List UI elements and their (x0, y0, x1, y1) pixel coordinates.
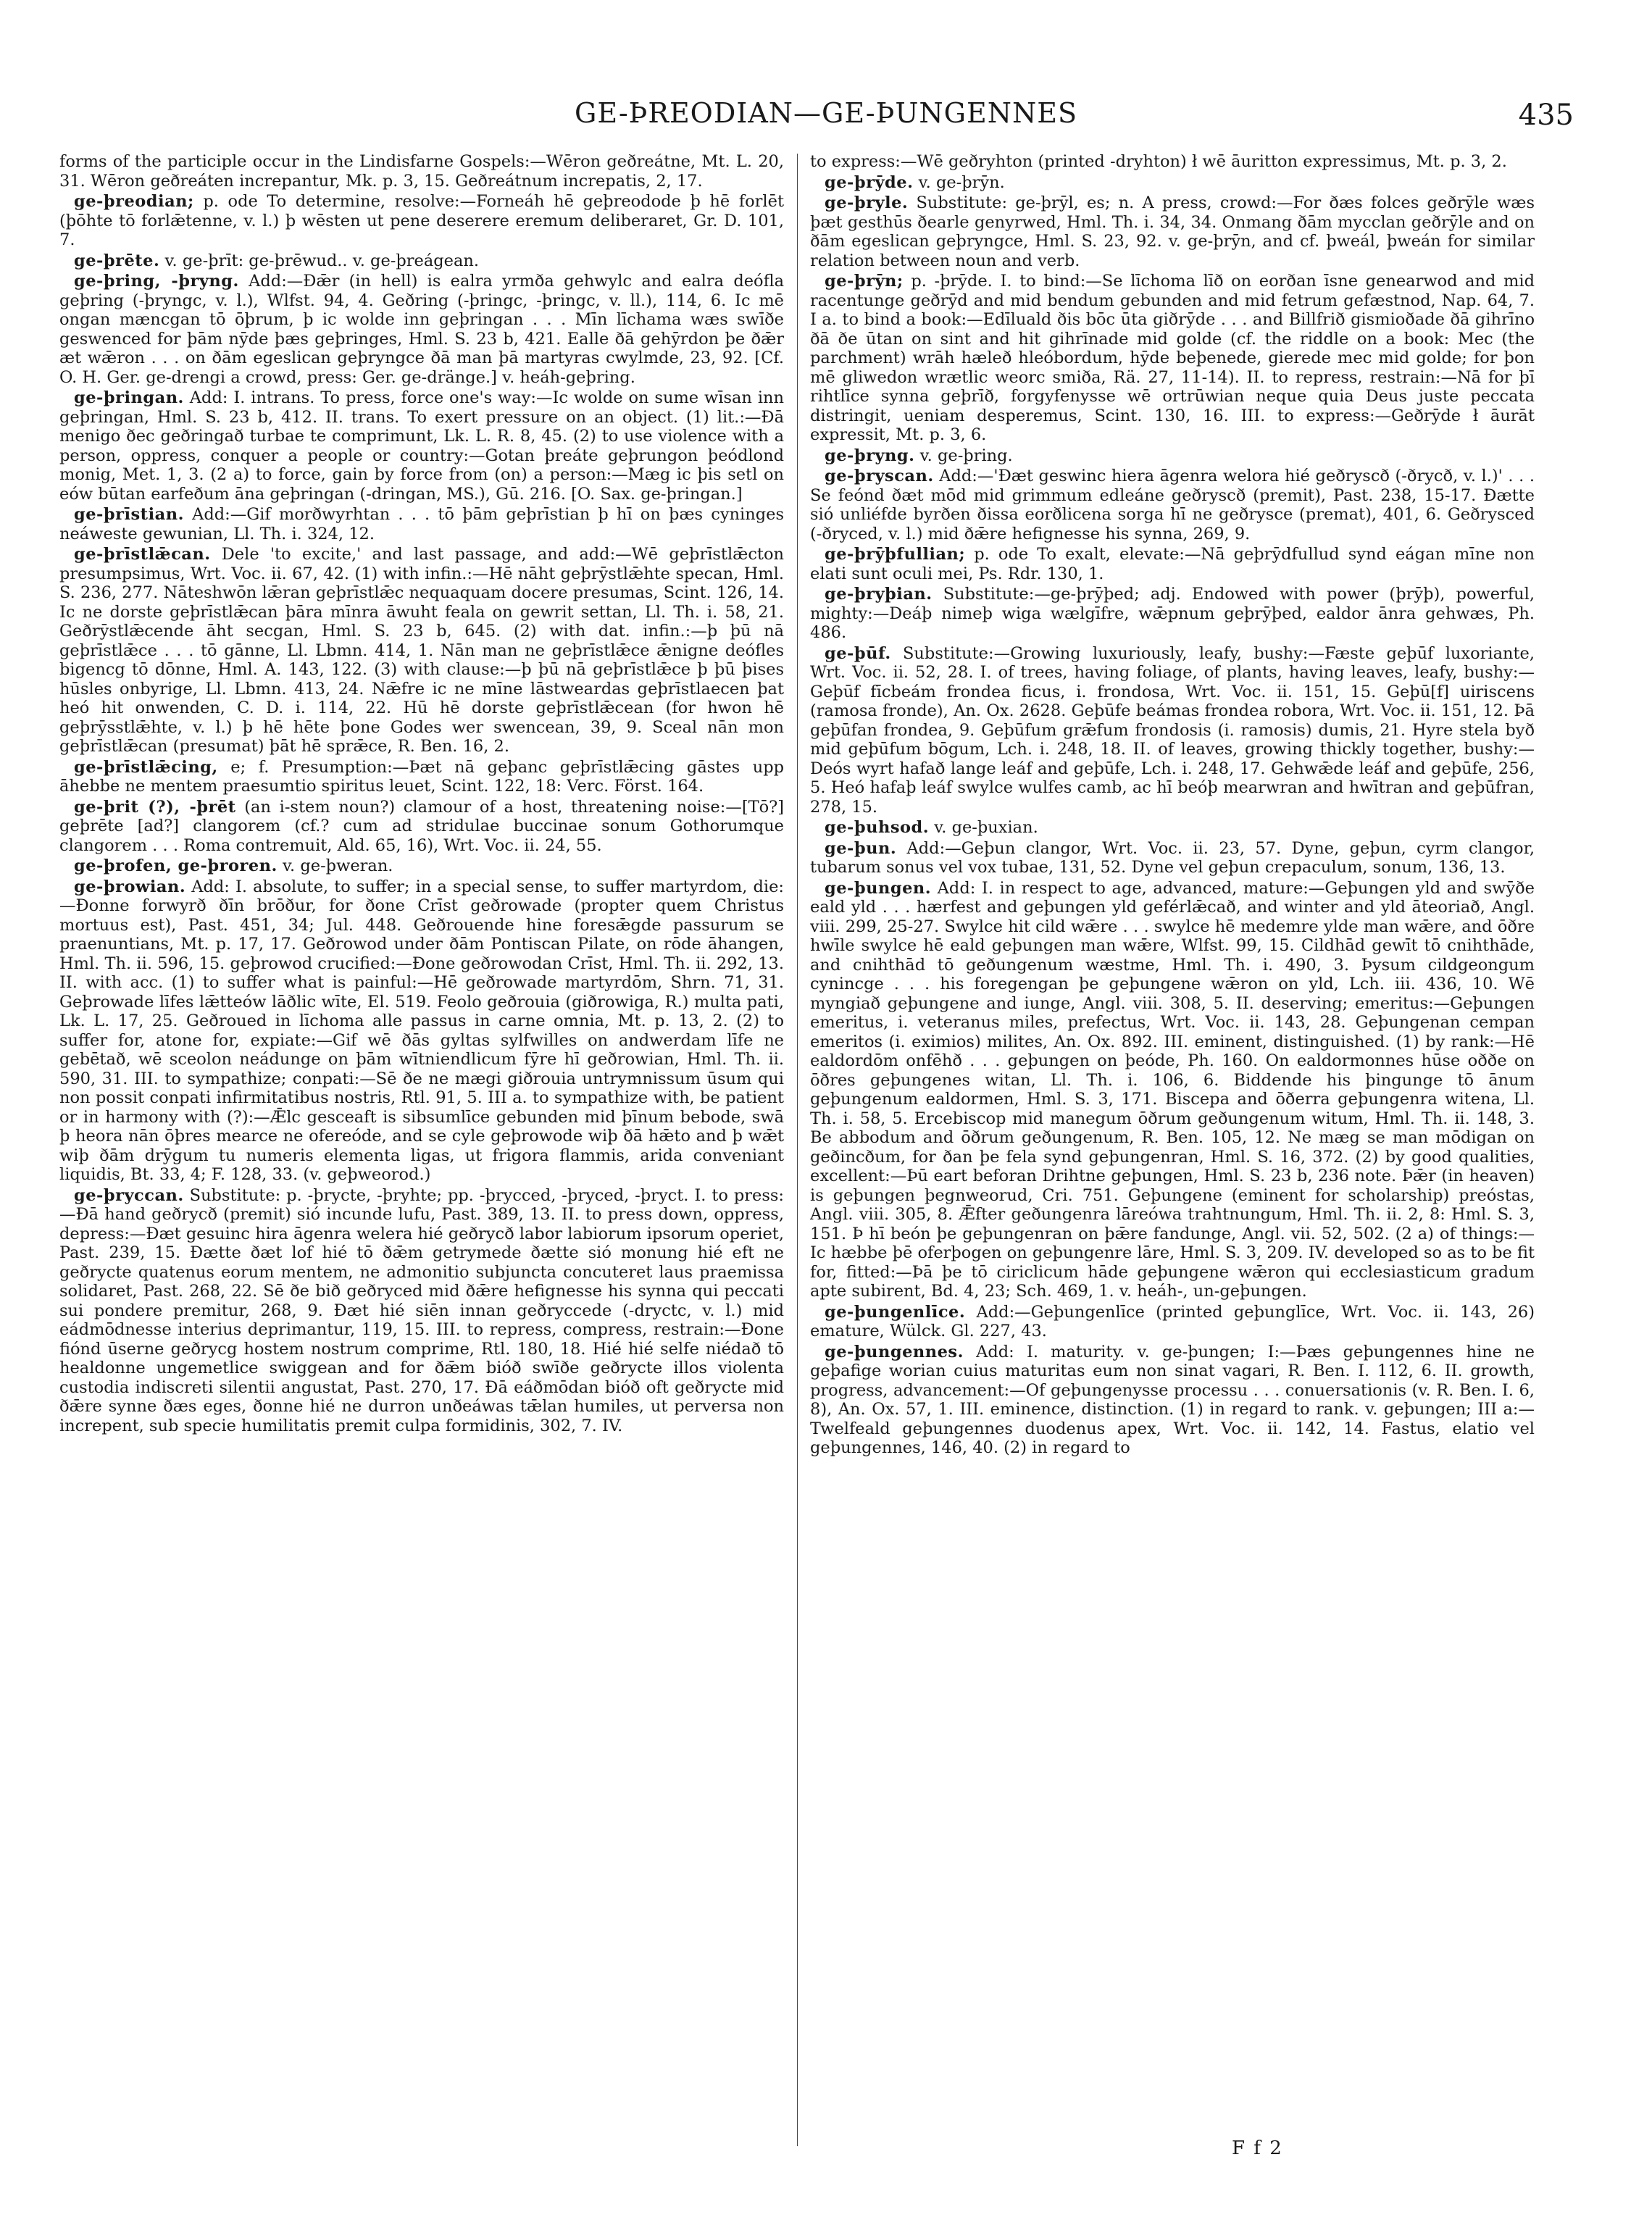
left-column (59, 152, 784, 2152)
dictionary-entry (59, 251, 784, 271)
entry-text: Add: I. maturity. v. ge-þungen; I:—Þæs geþungennes hine ne geþafige worian cuius maturitas eum non sinat vagari, R. Ben. I. 112, 6. II. growth, progress, advancement:—Of geþungenysse processu . . . conuersationis (v. R. Ben. I. 6, 8), An. Ox. 57, 1. III. eminence, distinction. (1) in regard to rank. v. geþungen; III a:—Twelfeald geþungennes duodenus apex, Wrt. Voc. ii. 142, 14. Fastus, elatio vel geþungennes, 146, 40. (2) in regard to (810, 1342, 1535, 1457)
dictionary-entry (59, 1186, 784, 1436)
headword: ge-þungenlīce. (825, 1302, 966, 1322)
headword: ge-þrowian. (74, 877, 186, 896)
dictionary-entry (810, 467, 1535, 543)
entry-text: v. ge-þuxian. (934, 818, 1038, 837)
dictionary-entry (810, 1303, 1535, 1341)
dictionary-entry (59, 152, 784, 191)
entry-text: to express:—Wē geðryhton (printed -dryhton) ł wē āuritton expressimus, Mt. p. 3, 2. (810, 152, 1507, 171)
dictionary-entry (59, 798, 784, 856)
headword: ge-þrēte. (74, 251, 160, 270)
dictionary-entry (810, 818, 1535, 838)
entry-text: Substitute: p. -þrycte, -þryhte; pp. -þrycced, -þryced, -þryct. I. to press:—Ðā hand geðrycð (premit) sió incunde lufu, Past. 389, 13. II. to press down, oppress, depress:—Ðæt gesuinc hira āgenra welera hié geðrycð labor labiorum ipsorum operiet, Past. 239, 15. Ðætte ðæt lof hié tō ðǣm getrymede ðætte sió monung hié eft ne geðrycte quatenus eorum mentem, ne admonitio subjuncta concuteret laus praemissa solidaret, Past. 268, 22. Sē ðe bið geðryced mid ðǣre hefignesse his synna qui peccati sui pondere premitur, 268, 9. Ðæt hié siēn innan geðryccede (-dryctc, v. l.) mid eádmōdnesse interius deprimantur, 119, 15. III. to repress, compress, restrain:—Ðone fiónd ūserne geðrycg hostem nostrum comprime, Rtl. 180, 18. Hié hié selfe niédað tō healdonne ungemetlice swiggean and for ðǣm bióð swīðe geðrycte illos violenta custodia indiscreti silentii angustat, Past. 270, 17. Ðā eáðmōdan bióð oft geðrycte mid ðǣre synne ðæs eges, ðonne hié ne durron unðeáwas tǣlan humiles, ut perversa non increpent, sub specie humilitatis premit culpa formidinis, 302, 7. IV. (59, 1185, 784, 1435)
entry-text: p. ode To exalt, elevate:—Nā geþrȳdfullud synd eágan mīne non elati sunt oculi mei, Ps. Rdr. 130, 1. (810, 545, 1535, 583)
running-head: GE-ÞREODIAN—GE-ÞUNGENNES (575, 97, 1077, 129)
entry-text: Dele 'to excite,' and last passage, and add:—Wē geþrīstlǣcton presumpsimus, Wrt. Voc. ii. 67, 42. (1) with infin.:—Hē nāht geþrȳstlǣhte specan, Hml. S. 236, 277. Nāteshwōn lǣran geþrīstlǣc nequaquam docere presumas, Scint. 126, 14. Ic ne dorste geþrīstlǣcan þāra mīnra āwuht feala on gewrit settan, Ll. Th. i. 58, 21. Geðrȳstlǣcende āht secgan, Hml. S. 23 b, 645. (2) with dat. infin.:—þ þū nā geþrīstlǣce . . . tō gānne, Ll. Lbmn. 414, 1. Nān man ne geþrīstlǣce ǣnigne deófles bigencg tō dōnne, Hml. A. 143, 122. (3) with clause:—þ þū nā geþrīstlǣce þ þū þises hūsles onbyrige, Ll. Lbmn. 413, 24. Nǣfre ic ne mīne lāstweardas geþrīstlaecen þat heó hit onwenden, C. D. i. 114, 22. Hū hē dorste geþrīstlǣcean (for hwon hē geþrȳsstlǣhte, v. l.) þ hē hēte þone Godes wer swencean, 39, 9. Sceal nān mon geþrīstlǣcan (presumat) þāt hē sprǣce, R. Ben. 16, 2. (59, 545, 784, 756)
headword: ge-þring, -þryng. (74, 272, 239, 291)
headword: ge-þrīstlǣcing, (74, 757, 218, 777)
dictionary-entry (810, 173, 1535, 193)
headword: ge-þryþian. (825, 585, 933, 604)
entry-text: e; f. Presumption:—Þæt nā geþanc geþrīstlǣcing gāstes upp āhebbe ne mentem praesumtio spiritus leuet, Scint. 122, 18: Verc. Först. 164. (59, 757, 784, 796)
headword: ge-þryng. (825, 446, 915, 465)
entry-text: Substitute:—Growing luxuriously, leafy, bushy:—Fæste geþūf luxoriante, Wrt. Voc. ii. 52, 28. I. of trees, having foliage, of plants, having leaves, leafy, bushy:—Geþūf fīcbeám frondea ficus, i. frondosa, Wrt. Voc. ii. 151, 15. Geþū[f] uiriscens (ramosa fronde), An. Ox. 2628. Geþūfe beámas frondea robora, Wrt. Voc. ii. 151, 12. Þā geþūfan frondea, 9. Geþūfum grǣfum frondosis (i. ramosis) dumis, 21. Hyre stela byð mid geþūfum bōgum, Lch. i. 248, 18. II. of leaves, growing thickly together, bushy:—Deós wyrt hafað lange leáf and geþūfe, Lch. i. 248, 17. Gehwǣde leáf and geþūfe, 256, 5. Heó hafaþ leáf swylce wulfes camb, ac hī beóþ mearwran and hwītran and geþūfran, 278, 15. (810, 643, 1535, 817)
headword: ge-þrȳn; (825, 272, 904, 291)
right-column (810, 152, 1535, 2152)
entry-text: Add: I. in respect to age, advanced, mature:—Geþungen yld and swȳðe eald yld . . . hærfest and geþungen yld geférlǣcað, and winter and yld āteoriað, Angl. viii. 299, 25-27. Swylce hit cild wǣre . . . swylce hē medemre ylde man wǣre, and ōðre hwīle swylce hē eald geþungen man wǣre, Wlfst. 99, 15. Cildhād gewīt tō cnihthāde, and cnihthād tō geðungenum wæstme, Hml. Th. i. 490, 3. Þysum cildgeongum cynincge . . . his foregengan þe geþungene wǣron on yld, Lch. iii. 436, 10. Wē myngiað geþungene and iunge, Angl. viii. 308, 5. II. deserving; emeritus:—Geþungen emeritus, i. veteranus miles, prefectus, Wrt. Voc. ii. 143, 28. Geþungenan cempan emeritos (i. eximios) milites, An. Ox. 892. III. eminent, distinguished. (1) by rank:—Hē ealdordōm onfēhð . . . geþungen on þeóde, Ph. 160. On ealdormonnes hūse oððe on ōðres geþungenes witan, Ll. Th. i. 106, 6. Biddende his þingunge tō ānum geþungenum ealdormen, Hml. S. 3, 171. Biscepa and ōðerra geþungenra witena, Ll. Th. i. 58, 5. Ercebiscop mid manegum ōðrum geðungenum witum, Hml. Th. ii. 148, 3. Be abbodum and ōðrum geðungenum, R. Ben. 105, 12. Ne mæg se man mōdigan on geðincðum, for ðan þe fela synd geþungenran, Hml. S. 16, 372. (2) by good qualities, excellent:—Þū eart beforan Drihtne geþungen, Hml. S. 23 b, 236 note. Þǣr (in heaven) is geþungen þegnweorud, Cri. 751. Geþungene (eminent for scholarship) preóstas, Angl. viii. 305, 8. Ǣfter geðungenra lāreówa trahtnungum, Hml. Th. ii. 2, 8: Hml. S. 3, 151. Þ hī beón þe geþungenran on þǣre fandunge, Angl. vii. 52, 502. (2 a) of things:—Ic hæbbe þē oferþogen on geþungenre lāre, Hml. S. 3, 209. IV. developed so as to be fit for, fitted:—Þā þe tō ciriclicum hāde geþungene wǣron qui ecclesiasticum gradum apte subirent, Bd. 4, 23; Sch. 469, 1. v. heáh-, un-geþungen. (810, 878, 1535, 1301)
signature-mark: F f 2 (1232, 2138, 1283, 2159)
headword: ge-þrit (?), -þrēt (74, 797, 236, 817)
headword: ge-þūf. (825, 643, 891, 663)
entry-text: Add:—Geþungenlīce (printed geþunglīce, Wrt. Voc. ii. 143, 26) emature, Wülck. Gl. 227, 43. (810, 1302, 1535, 1340)
entry-text: Substitute:—ge-þrȳþed; adj. Endowed with power (þrȳþ), powerful, mighty:—Deáþ nimeþ wiga wælgīfre, wǣpnum geþrȳþed, ealdor ānra gehwæs, Ph. 486. (810, 585, 1535, 642)
entry-text: v. ge-þweran. (283, 856, 393, 875)
headword: ge-þuhsod. (825, 818, 930, 837)
dictionary-entry (810, 545, 1535, 583)
dictionary-entry (59, 272, 784, 387)
dictionary-entry (59, 192, 784, 250)
headword: ge-þryle. (825, 193, 909, 212)
headword: ge-þungennes. (825, 1342, 964, 1361)
headword: ge-þryscan. (825, 467, 934, 485)
headword: ge-þrȳde. (825, 172, 914, 192)
entry-text: Add:—Geþun clangor, Wrt. Voc. ii. 23, 57. Dyne, geþun, cyrm clangor, tubarum sonus vel vox tubae, 131, 52. Dyne vel geþun crepaculum, sonum, 136, 13. (810, 838, 1535, 877)
dictionary-entry (810, 644, 1535, 817)
dictionary-entry (810, 585, 1535, 643)
headword: ge-þreodian; (74, 192, 194, 211)
dictionary-entry (59, 388, 784, 504)
dictionary-entry (810, 1343, 1535, 1458)
entry-text: v. ge-þrīt: ge-þrēwud.. v. ge-þreágean. (164, 251, 480, 270)
entry-text: Add:—Ðǣr (in hell) is ealra yrmða gehwylc and ealra deófla geþring (-þryngc, v. l.), Wlfst. 94, 4. Geðring (-þringc, -þringc, v. ll.), 114, 6. Ic mē ongan mæncgan tō ōþrum, þ ic wolde inn geþringan . . . Mīn līchama wæs swīðe geswenced for þām nȳde þæs geþringes, Hml. S. 23 b, 421. Ealle ðā gehȳrdon þe ðǣr æt wǣron . . . on ðām egeslican geþryngce ðā man þā martyras cwylmde, 23, 92. [Cf. O. H. Ger. ge-drengi a crowd, press: Ger. ge-dränge.] v. heáh-geþring. (59, 272, 784, 387)
headword: ge-þryccan. (74, 1185, 184, 1205)
dictionary-entry (59, 758, 784, 796)
dictionary-entry (59, 545, 784, 756)
dictionary-entry (810, 152, 1535, 172)
dictionary-entry (59, 877, 784, 1185)
column-divider (797, 154, 798, 2146)
entry-text: Substitute: ge-þrȳl, es; n. A press, crowd:—For ðæs folces geðrȳle wæs þæt gesthūs ðearle genyrwed, Hml. Th. i. 34, 34. Onmang ðām mycclan geðrȳle and on ðām egeslican geþryngce, Hml. S. 23, 92. v. ge-þrȳn, and cf. þweál, þweán for similar relation between noun and verb. (810, 193, 1535, 270)
entry-text: forms of the participle occur in the Lindisfarne Gospels:—Wēron geðreátne, Mt. L. 20, 31. Wēron geðreáten increpantur, Mk. p. 3, 15. Geðreátnum increpatis, 2, 17. (59, 152, 784, 191)
page-number: 435 (1518, 99, 1574, 132)
entry-text: p. ode To determine, resolve:—Forneáh hē geþreodode þ hē forlēt (þōhte tō forlǣtenne, v. l.) þ wēsten ut pene deserere eremum deliberaret, Gr. D. 101, 7. (59, 192, 784, 249)
page-header (65, 93, 1587, 136)
headword: ge-þungen. (825, 878, 932, 898)
headword: ge-þrīstlǣcan. (74, 545, 211, 564)
headword: ge-þun. (825, 838, 897, 858)
headword: ge-þrīstian. (74, 505, 184, 524)
entry-text: (an i-stem noun?) clamour of a host, threatening noise:—[Tō?] geþrēte [ad?] clangorem (cf.? cum ad stridulae buccinae sonum Gothorumque clangorem . . . Roma contremuit, Ald. 65, 16), Wrt. Voc. ii. 24, 55. (59, 797, 784, 855)
entry-text: Add:—'Ðæt geswinc hiera āgenra welora hié geðryscð (-ðrycð, v. l.)' . . . Se feónd ðæt mōd mid grimmum edleáne geðryscð (premit), Past. 238, 15-17. Ðætte sió unliéfde byrðen ðissa eorðlicena sorga hī ne geðrysce (premat), 401, 6. Geðrysced (-ðryced, v. l.) mid ðǣre hefignesse his synna, 269, 9. (810, 467, 1535, 543)
dictionary-entry (810, 446, 1535, 466)
dictionary-entry (810, 272, 1535, 445)
entry-text: Add:—Gif morðwyrhtan . . . tō þām geþrīstian þ hī on þæs cyninges neáweste gewunian, Ll. Th. i. 324, 12. (59, 505, 784, 543)
entry-text: Add: I. absolute, to suffer; in a special sense, to suffer martyrdom, die:—Ðonne forwyrð ðīn brōður, for ðone Crīst geðrowade (propter quem Christus mortuus est), Past. 451, 34; Jul. 448. Geðrouende hine foresǣgde passurum se praenuntians, Mt. p. 17, 17. Geðrowod under ðām Pontiscan Pilate, on rōde āhangen, Hml. Th. ii. 596, 15. geþrowod crucified:—Ðone geðrowodan Crīst, Hml. Th. ii. 292, 13. II. with acc. (1) to suffer what is painful:—Hē geðrowade martyrdōm, Shrn. 71, 31. Geþrowade līfes lǣtteów lāðlic wīte, El. 519. Feolo geðrouia (giðrowiga, R.) multa pati, Lk. L. 17, 25. Geðroued in līchoma alle passus in carne omnia, Mt. p. 13, 2. (2) to suffer for, atone for, expiate:—Gif wē ðās gyltas sylfwilles on andwerdam līfe ne gebētað, wē sceolon neádunge on þām wītniendlicum fȳre hī geðrowian, Hml. Th. ii. 590, 31. III. to sympathize; conpati:—Sē ðe ne mægi giðrouia untrymnissum ūsum qui non possit conpati infirmitatibus nostris, Rtl. 91, 5. III a. to sympathize with, be patient or in harmony with (?):—Ǣlc gesceaft is sibsumlīce gebunden mid þīnum bebode, swā þ heora nān ōþres mearce ne ofereóde, and se cyle geþrowode wiþ ðā hǣto and þ wǣt wiþ ðām drȳgum tu numeris elementa ligas, ut frigora flammis, arida conveniant liquidis, Bt. 33, 4; F. 128, 33. (v. geþweorod.) (59, 877, 784, 1184)
entry-text: p. -þrȳde. I. to bind:—Se līchoma līð on eorðan īsne genearwod and mid racentunge geðrȳd and mid bendum gebunden and mid fetrum gefæstnod, Nap. 64, 7. I a. to bind a book:—Edīluald ðis bōc ūta giðrȳde . . . and Billfrið gismioðade ðā gihrīno ðā ðe ūtan on sint and hit gihrīnade mid golde (cf. the riddle on a book: Mec (the parchment) wrāh hæleð hleóbordum, hȳde beþenede, gierede mec mid golde; for þon mē gliwedon wrætlic weorc smiða, Rä. 27, 11-14). II. to repress, restrain:—Nā for þī rihtlīce synna geþrīð, forgyfenysse wē ortrūwian neque quia Deus juste peccata distringit, ueniam desperemus, Scint. 130, 16. III. to express:—Geðrȳde ł āurāt expressit, Mt. p. 3, 6. (810, 272, 1535, 444)
headword: ge-þringan. (74, 388, 184, 407)
dictionary-entry (810, 193, 1535, 270)
headword: ge-þrȳþfullian; (825, 545, 966, 564)
dictionary-entry (810, 839, 1535, 877)
dictionary-entry (59, 505, 784, 543)
entry-text: v. ge-þring. (919, 446, 1013, 465)
dictionary-entry (59, 856, 784, 876)
entry-text: Add: I. intrans. To press, force one's way:—Ic wolde on sume wīsan inn geþringan, Hml. S. 23 b, 412. II. trans. To exert pressure on an object. (1) lit.:—Ðā menigo ðec geðringað turbae te comprimunt, Lk. L. R. 8, 45. (2) to use violence with a person, oppress, conquer a people or country:—Gotan þreáte geþrungon þeódlond monig, Met. 1, 3. (2 a) to force, gain by force from (on) a person:—Mæg ic þis setl on eów būtan earfeðum āna geþringan (-dringan, MS.), Gū. 216. [O. Sax. ge-þringan.] (59, 388, 784, 504)
entry-text: v. ge-þrȳn. (918, 172, 1005, 192)
headword: ge-þrofen, ge-þroren. (74, 856, 278, 875)
dictionary-entry (810, 879, 1535, 1301)
